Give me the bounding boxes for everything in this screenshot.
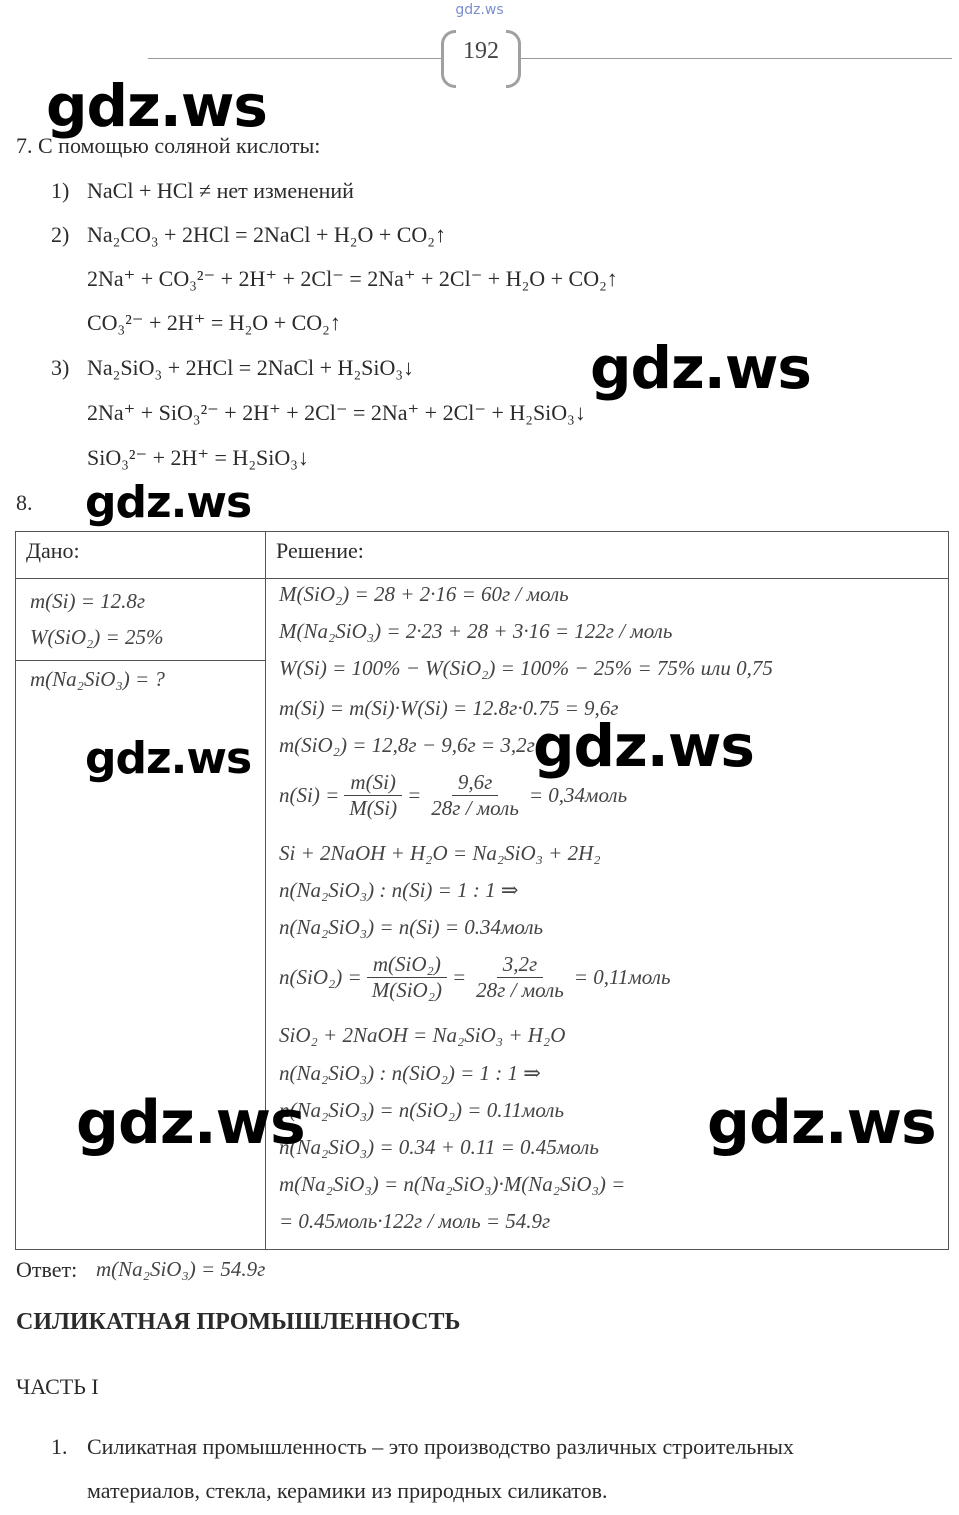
- solution-line: W(Si) = 100% − W(SiO₂) = 100% − 25% = 75% или 0,75: [279, 656, 773, 680]
- part-heading: ЧАСТЬ I: [16, 1374, 99, 1399]
- equation-line: CO₃²⁻ + 2H⁺ = H₂O + CO₂↑: [87, 310, 341, 335]
- watermark: gdz.ws: [533, 712, 754, 780]
- fraction: [366, 952, 448, 1003]
- solution-line: Si + 2NaOH + H₂O = Na₂SiO₃ + 2H₂: [279, 841, 601, 865]
- fraction: [425, 770, 525, 821]
- answer-label: Ответ:: [16, 1257, 78, 1282]
- task8-number: 8.: [16, 490, 33, 515]
- solution-header: Решение:: [276, 538, 364, 563]
- solution-header-cell: [266, 532, 949, 579]
- fraction-denominator: 28г / моль: [431, 796, 519, 820]
- solution-line: n(Na₂SiO₃) = 0.34 + 0.11 = 0.45моль: [279, 1135, 599, 1159]
- header-rule-left: [148, 58, 441, 59]
- solution-line: = 0.45моль·122г / моль = 54.9г: [279, 1209, 551, 1233]
- paragraph-line: материалов, стекла, керамики из природных силикатов.: [87, 1478, 608, 1503]
- fraction-numerator: 9,6г: [452, 770, 498, 796]
- paragraph-line: Силикатная промышленность – это производство различных строительных: [87, 1434, 794, 1459]
- given-header: Дано:: [26, 538, 80, 563]
- find-line: m(Na₂SiO₃) = ?: [30, 667, 165, 691]
- fraction-numerator: m(SiO₂): [367, 952, 447, 978]
- fraction-denominator: 28г / моль: [476, 978, 564, 1002]
- fraction-right: = 0,11моль: [573, 965, 671, 989]
- task7-title: 7. С помощью соляной кислоты:: [16, 133, 321, 158]
- site-link[interactable]: gdz.ws: [455, 2, 504, 18]
- given-line: m(Si) = 12.8г: [30, 589, 146, 613]
- fraction-equation: n(Si) = $\frac{m(Si)}{M(Si)}$ = $\frac{9,6г}{\text{28г / моль}}$ = 0,34моль: [279, 770, 628, 820]
- fraction-right: = 0,34моль: [528, 783, 628, 807]
- equation-line: Na₂CO₃ + 2HCl = 2NaCl + H₂O + CO₂↑: [87, 222, 446, 247]
- solution-line: n(Na₂SiO₃) : n(Si) = 1 : 1 ⇒: [279, 878, 519, 902]
- equation-line: SiO₃²⁻ + 2H⁺ = H₂SiO₃↓: [87, 445, 309, 470]
- solution-line: m(Si) = m(Si)·W(Si) = 12.8г·0.75 = 9,6г: [279, 696, 619, 720]
- solution-line: M(SiO₂) = 28 + 2·16 = 60г / моль: [279, 582, 569, 606]
- solution-line: SiO₂ + 2NaOH = Na₂SiO₃ + H₂O: [279, 1023, 566, 1047]
- fraction-numerator: m(Si): [344, 770, 402, 796]
- solution-line: m(SiO₂) = 12,8г − 9,6г = 3,2г: [279, 733, 535, 757]
- watermark: gdz.ws: [707, 1088, 936, 1158]
- fraction-left: n(SiO₂) =: [279, 965, 362, 989]
- section-heading: СИЛИКАТНАЯ ПРОМЫШЛЕННОСТЬ: [16, 1309, 461, 1335]
- solution-line: n(Na₂SiO₃) = n(SiO₂) = 0.11моль: [279, 1098, 565, 1122]
- given-line: W(SiO₂) = 25%: [30, 625, 164, 649]
- page-number-box: [441, 30, 521, 84]
- task7-item-number: 1): [51, 178, 70, 203]
- equation-line: 2Na⁺ + CO₃²⁻ + 2H⁺ + 2Cl⁻ = 2Na⁺ + 2Cl⁻ + H₂O + CO₂↑: [87, 266, 618, 291]
- task7-item-number: 3): [51, 355, 70, 380]
- fraction-denominator: M(SiO₂): [371, 978, 442, 1002]
- header-rule-right: [521, 58, 952, 59]
- fraction-equation: n(SiO₂) = $\frac{\text{m(SiO₂)}}{\text{M(SiO₂)}}$ = $\frac{3,2г}{\text{28г / моль}}$ = 0,11моль: [279, 952, 671, 1002]
- given-header-cell: [16, 532, 266, 579]
- watermark: gdz.ws: [85, 733, 252, 784]
- watermark: gdz.ws: [590, 334, 811, 402]
- solution-line: M(Na₂SiO₃) = 2·23 + 28 + 3·16 = 122г / моль: [279, 619, 673, 643]
- task7-item-number: 2): [51, 222, 70, 247]
- watermark: gdz.ws: [46, 72, 267, 140]
- fraction: [343, 770, 403, 821]
- given-cell: [16, 579, 266, 661]
- equation-line: 2Na⁺ + SiO₃²⁻ + 2H⁺ + 2Cl⁻ = 2Na⁺ + 2Cl⁻ + H₂SiO₃↓: [87, 400, 586, 425]
- answer-value: m(Na₂SiO₃) = 54.9г: [96, 1257, 266, 1281]
- fraction-numerator: 3,2г: [497, 952, 543, 978]
- watermark: gdz.ws: [76, 1088, 305, 1158]
- list-item-number: 1.: [51, 1434, 68, 1459]
- solution-line: n(Na₂SiO₃) : n(SiO₂) = 1 : 1 ⇒: [279, 1061, 541, 1085]
- equation-line: Na₂SiO₃ + 2HCl = 2NaCl + H₂SiO₃↓: [87, 355, 415, 380]
- watermark: gdz.ws: [85, 477, 252, 528]
- fraction: [470, 952, 570, 1003]
- fraction-denominator: M(Si): [349, 796, 398, 820]
- equation-line: NaCl + HCl ≠ нет изменений: [87, 178, 354, 203]
- page-number: 192: [463, 38, 499, 64]
- fraction-left: n(Si) =: [279, 783, 340, 807]
- solution-line: n(Na₂SiO₃) = n(Si) = 0.34моль: [279, 915, 544, 939]
- solution-line: m(Na₂SiO₃) = n(Na₂SiO₃)·M(Na₂SiO₃) =: [279, 1172, 626, 1196]
